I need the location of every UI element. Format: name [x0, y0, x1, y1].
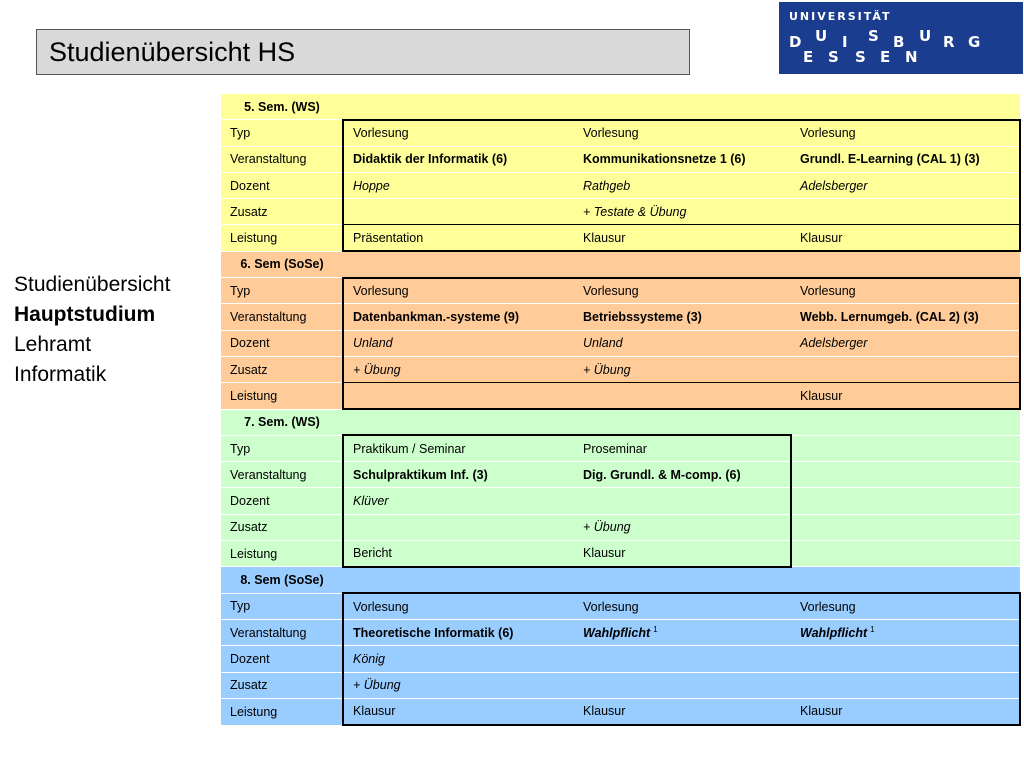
empty-cell — [574, 409, 791, 435]
slide-title — [36, 29, 690, 75]
course-typ: Vorlesung — [583, 599, 639, 614]
course-zusatz: + Übung — [353, 362, 401, 377]
course-dozent-cell — [343, 330, 574, 356]
course-typ: Praktikum / Seminar — [353, 441, 466, 456]
logo-letter: U — [815, 27, 828, 45]
row-label-zusatz: Zusatz — [221, 199, 343, 225]
course-leistung-cell — [574, 541, 791, 567]
semester-header-row — [221, 94, 1020, 120]
side-caption-line: Hauptstudium — [14, 303, 156, 326]
empty-cell — [343, 409, 574, 435]
side-caption-line: Lehramt — [14, 333, 92, 356]
row-label-typ: Typ — [221, 435, 343, 461]
row-label-zusatz: Zusatz — [221, 514, 343, 540]
row-label-leistung: Leistung — [221, 541, 343, 567]
university-logo — [779, 2, 1023, 74]
course-typ-cell — [343, 120, 574, 146]
row-label-dozent: Dozent — [221, 172, 343, 198]
course-veranstaltung: Wahlpflicht — [583, 626, 651, 641]
course-zusatz-cell — [574, 199, 791, 225]
course-leistung-cell — [574, 225, 791, 251]
course-zusatz-cell — [791, 199, 1020, 225]
course-typ: Vorlesung — [800, 599, 856, 614]
course-veranstaltung: Schulpraktikum Inf. (3) — [353, 467, 488, 482]
course-veranstaltung: Kommunikationsnetze 1 (6) — [583, 152, 746, 167]
table-row — [221, 356, 1020, 382]
course-typ: Proseminar — [583, 441, 647, 456]
row-label-typ: Typ — [221, 593, 343, 619]
table-row — [221, 435, 1020, 461]
row-label-leistung: Leistung — [221, 698, 343, 724]
course-leistung: Klausur — [583, 230, 626, 245]
course-typ: Vorlesung — [353, 283, 409, 298]
course-typ: Vorlesung — [800, 283, 856, 298]
course-dozent-cell — [343, 646, 574, 672]
course-veranstaltung-cell — [791, 619, 1020, 645]
logo-letter: D — [789, 33, 802, 51]
table-row — [221, 593, 1020, 619]
course-typ: Vorlesung — [800, 126, 856, 141]
course-dozent: Adelsberger — [800, 336, 868, 351]
side-caption-line: Informatik — [14, 363, 107, 386]
course-leistung: Klausur — [583, 704, 626, 719]
empty-cell — [574, 251, 791, 277]
semester-header-row — [221, 251, 1020, 277]
course-dozent-cell — [791, 488, 1020, 514]
study-plan-table — [221, 93, 1021, 726]
course-dozent-cell — [343, 488, 574, 514]
course-zusatz-cell — [343, 356, 574, 382]
table-row — [221, 619, 1020, 645]
course-zusatz: + Übung — [583, 362, 631, 377]
course-leistung-cell — [791, 541, 1020, 567]
semester-header: 5. Sem. (WS) — [221, 94, 343, 120]
course-leistung: Klausur — [583, 546, 626, 561]
semester-header-row — [221, 567, 1020, 593]
course-zusatz-cell — [791, 356, 1020, 382]
empty-cell — [343, 567, 574, 593]
course-veranstaltung: Dig. Grundl. & M-comp. (6) — [583, 467, 741, 482]
course-typ-cell — [343, 435, 574, 461]
table-row — [221, 172, 1020, 198]
course-zusatz-cell — [343, 672, 574, 698]
course-dozent: Unland — [353, 336, 393, 351]
course-veranstaltung: Webb. Lernumgeb. (CAL 2) (3) — [800, 310, 979, 325]
table-row — [221, 462, 1020, 488]
empty-cell — [343, 94, 574, 120]
table-row — [221, 225, 1020, 251]
logo-letter: R — [943, 33, 955, 51]
course-leistung-cell — [791, 225, 1020, 251]
course-zusatz-cell — [574, 672, 791, 698]
table-row — [221, 541, 1020, 567]
empty-cell — [574, 567, 791, 593]
empty-cell — [791, 251, 1020, 277]
course-veranstaltung: Didaktik der Informatik (6) — [353, 152, 508, 167]
logo-letter: S — [868, 27, 879, 45]
table-row — [221, 698, 1020, 724]
course-typ-cell — [574, 435, 791, 461]
course-veranstaltung: Betriebssysteme (3) — [583, 310, 702, 325]
course-veranstaltung-cell — [343, 462, 574, 488]
course-veranstaltung: Wahlpflicht — [800, 626, 868, 641]
table-row — [221, 120, 1020, 146]
row-label-zusatz: Zusatz — [221, 672, 343, 698]
table-row — [221, 646, 1020, 672]
semester-header: 7. Sem. (WS) — [221, 409, 343, 435]
course-zusatz: + Testate & Übung — [583, 204, 687, 219]
course-zusatz-cell — [791, 514, 1020, 540]
course-leistung-cell — [343, 541, 574, 567]
course-leistung: Bericht — [353, 546, 392, 561]
course-dozent: Klüver — [353, 494, 389, 509]
semester-header: 8. Sem (SoSe) — [221, 567, 343, 593]
empty-cell — [574, 94, 791, 120]
course-typ-cell — [791, 120, 1020, 146]
table-row — [221, 304, 1020, 330]
course-typ-cell — [791, 593, 1020, 619]
course-leistung: Klausur — [800, 704, 843, 719]
course-zusatz-cell — [574, 356, 791, 382]
row-label-veranstaltung: Veranstaltung — [221, 619, 343, 645]
course-typ-cell — [343, 593, 574, 619]
course-leistung: Präsentation — [353, 230, 424, 245]
empty-cell — [791, 94, 1020, 120]
course-typ: Vorlesung — [583, 126, 639, 141]
row-label-leistung: Leistung — [221, 225, 343, 251]
table-row — [221, 330, 1020, 356]
course-typ-cell — [791, 278, 1020, 304]
logo-letter: E — [880, 48, 891, 66]
course-typ-cell — [343, 278, 574, 304]
course-dozent-cell — [574, 488, 791, 514]
course-veranstaltung: Grundl. E-Learning (CAL 1) (3) — [800, 152, 980, 167]
course-dozent-cell — [791, 172, 1020, 198]
course-typ-cell — [574, 120, 791, 146]
course-veranstaltung: Datenbankman.-systeme (9) — [353, 310, 520, 325]
logo-line-universitaet: UNIVERSITÄT — [789, 10, 892, 23]
course-dozent: Rathgeb — [583, 178, 631, 193]
logo-letter: U — [919, 27, 932, 45]
side-caption — [14, 270, 170, 390]
table-row — [221, 199, 1020, 225]
course-leistung-cell — [343, 225, 574, 251]
course-veranstaltung-cell — [791, 462, 1020, 488]
course-zusatz: + Übung — [583, 520, 631, 535]
course-zusatz-cell — [791, 672, 1020, 698]
table-row — [221, 278, 1020, 304]
course-zusatz-cell — [574, 514, 791, 540]
footnote-marker: 1 — [653, 625, 658, 634]
course-typ: Vorlesung — [583, 283, 639, 298]
table-row — [221, 146, 1020, 172]
course-veranstaltung: Theoretische Informatik (6) — [353, 625, 514, 640]
study-plan-body — [221, 94, 1020, 725]
semester-header-row — [221, 409, 1020, 435]
course-typ: Vorlesung — [353, 599, 409, 614]
row-label-typ: Typ — [221, 120, 343, 146]
logo-letter: N — [905, 48, 918, 66]
side-caption-line: Studienübersicht — [14, 273, 171, 296]
course-typ-cell — [574, 278, 791, 304]
course-veranstaltung-cell — [574, 304, 791, 330]
course-veranstaltung-cell — [343, 619, 574, 645]
course-leistung: Klausur — [800, 230, 843, 245]
course-dozent-cell — [574, 330, 791, 356]
course-leistung: Klausur — [800, 388, 843, 403]
course-dozent-cell — [574, 172, 791, 198]
course-zusatz: + Übung — [353, 678, 401, 693]
row-label-veranstaltung: Veranstaltung — [221, 462, 343, 488]
logo-letter: S — [855, 48, 866, 66]
course-dozent: Adelsberger — [800, 178, 868, 193]
logo-letter: G — [968, 33, 981, 51]
row-label-veranstaltung: Veranstaltung — [221, 146, 343, 172]
course-veranstaltung-cell — [343, 304, 574, 330]
course-typ-cell — [574, 593, 791, 619]
footnote-marker: 1 — [870, 625, 875, 634]
course-veranstaltung-cell — [574, 619, 791, 645]
course-leistung-cell — [343, 698, 574, 724]
course-veranstaltung-cell — [791, 304, 1020, 330]
course-leistung: Klausur — [353, 704, 396, 719]
course-leistung-cell — [791, 698, 1020, 724]
course-dozent-cell — [574, 646, 791, 672]
logo-letter: E — [803, 48, 814, 66]
row-label-typ: Typ — [221, 278, 343, 304]
row-label-veranstaltung: Veranstaltung — [221, 304, 343, 330]
table-row — [221, 383, 1020, 409]
slide-title-text: Studienübersicht HS — [49, 36, 296, 67]
course-leistung-cell — [574, 698, 791, 724]
course-leistung-cell — [791, 383, 1020, 409]
row-label-dozent: Dozent — [221, 330, 343, 356]
course-typ-cell — [791, 435, 1020, 461]
row-label-dozent: Dozent — [221, 646, 343, 672]
course-dozent: Unland — [583, 336, 623, 351]
course-zusatz-cell — [343, 514, 574, 540]
empty-cell — [343, 251, 574, 277]
course-dozent-cell — [791, 646, 1020, 672]
course-dozent-cell — [791, 330, 1020, 356]
course-dozent: König — [353, 651, 385, 666]
logo-letter: S — [828, 48, 839, 66]
table-row — [221, 488, 1020, 514]
empty-cell — [791, 567, 1020, 593]
row-label-zusatz: Zusatz — [221, 356, 343, 382]
row-label-leistung: Leistung — [221, 383, 343, 409]
logo-letters — [779, 2, 1023, 74]
semester-header: 6. Sem (SoSe) — [221, 251, 343, 277]
course-veranstaltung-cell — [574, 146, 791, 172]
logo-letter: B — [893, 33, 905, 51]
table-row — [221, 672, 1020, 698]
course-veranstaltung-cell — [343, 146, 574, 172]
course-veranstaltung-cell — [791, 146, 1020, 172]
course-leistung-cell — [343, 383, 574, 409]
course-typ: Vorlesung — [353, 126, 409, 141]
course-dozent-cell — [343, 172, 574, 198]
course-veranstaltung-cell — [574, 462, 791, 488]
table-row — [221, 514, 1020, 540]
empty-cell — [791, 409, 1020, 435]
row-label-dozent: Dozent — [221, 488, 343, 514]
course-dozent: Hoppe — [353, 178, 390, 193]
course-leistung-cell — [574, 383, 791, 409]
course-zusatz-cell — [343, 199, 574, 225]
logo-letter: I — [842, 33, 848, 51]
